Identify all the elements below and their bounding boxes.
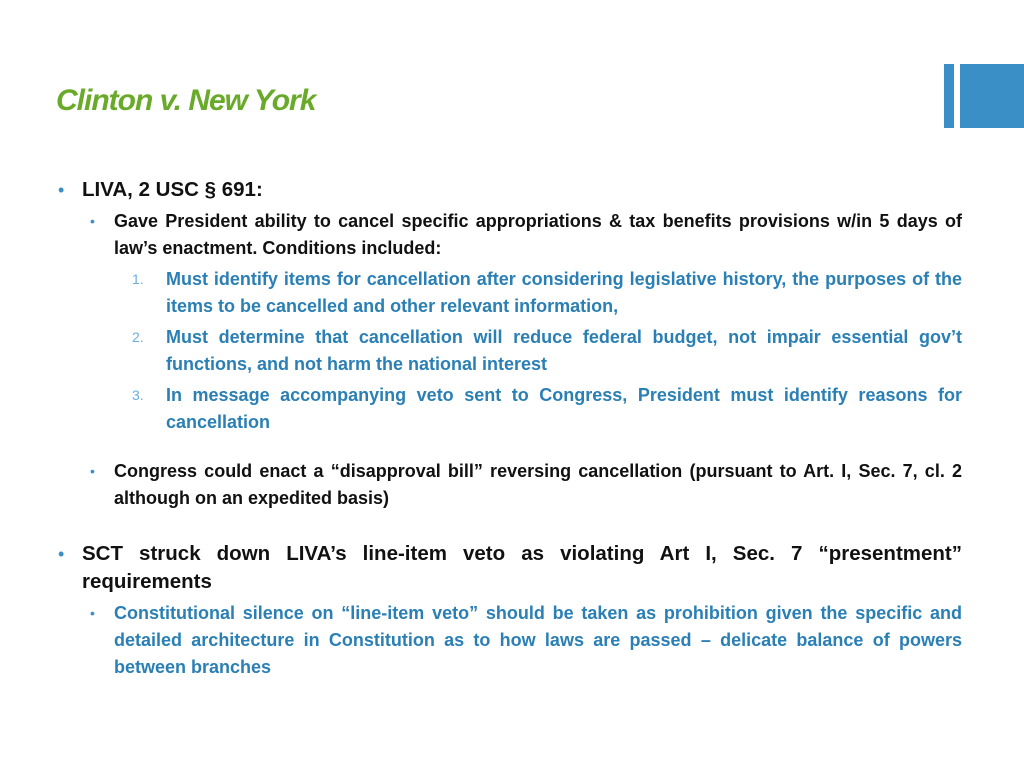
sub-bullet-constitutional-silence <box>90 600 962 681</box>
numbered-text: Must identify items for cancellation after considering legislative history, the purposes of the items to be cancelled and other relevant information, <box>166 269 962 316</box>
sub-bullet-text: Congress could enact a “disapproval bill” reversing cancellation (pursuant to Art. I, Sec. 7, cl. 2 although on an expedited basis) <box>114 461 962 508</box>
bullet-dot: • <box>90 463 95 479</box>
bullet-text: LIVA, 2 USC § 691: <box>82 178 263 201</box>
sub-bullet-text: Gave President ability to cancel specific appropriations & tax benefits provisions w/in 5 days of law’s enactment. Conditions included: <box>114 211 962 258</box>
numbered-item-3 <box>132 382 962 436</box>
bullet-dot: • <box>90 213 95 229</box>
slide-content <box>58 176 962 681</box>
numbered-item-2 <box>132 324 962 378</box>
sub-bullet-text: Constitutional silence on “line-item veto” should be taken as prohibition given the specific and detailed architecture in Constitution as to how laws are passed – delicate balance of powers between branches <box>114 603 962 677</box>
sub-bullet-congress <box>90 458 962 512</box>
bullet-dot: • <box>90 605 95 621</box>
item-number: 3. <box>132 387 144 403</box>
bullet-text: SCT struck down LIVA’s line-item veto as violating Art I, Sec. 7 “presentment” requirements <box>82 542 962 593</box>
item-number: 1. <box>132 271 144 287</box>
item-number: 2. <box>132 329 144 345</box>
corner-bar-wide <box>960 64 1024 128</box>
corner-bar-thin <box>944 64 954 128</box>
numbered-text: In message accompanying veto sent to Congress, President must identify reasons for cancellation <box>166 385 962 432</box>
slide-title: Clinton v. New York <box>56 84 316 117</box>
bullet-dot: • <box>58 180 65 200</box>
sub-bullet-gave-president <box>90 208 962 262</box>
bullet-sct <box>58 540 962 596</box>
numbered-item-1 <box>132 266 962 320</box>
bullet-dot: • <box>58 544 65 564</box>
bullet-liva <box>58 176 962 204</box>
numbered-text: Must determine that cancellation will reduce federal budget, not impair essential gov’t functions, and not harm the national interest <box>166 327 962 374</box>
corner-decoration <box>944 64 1024 128</box>
